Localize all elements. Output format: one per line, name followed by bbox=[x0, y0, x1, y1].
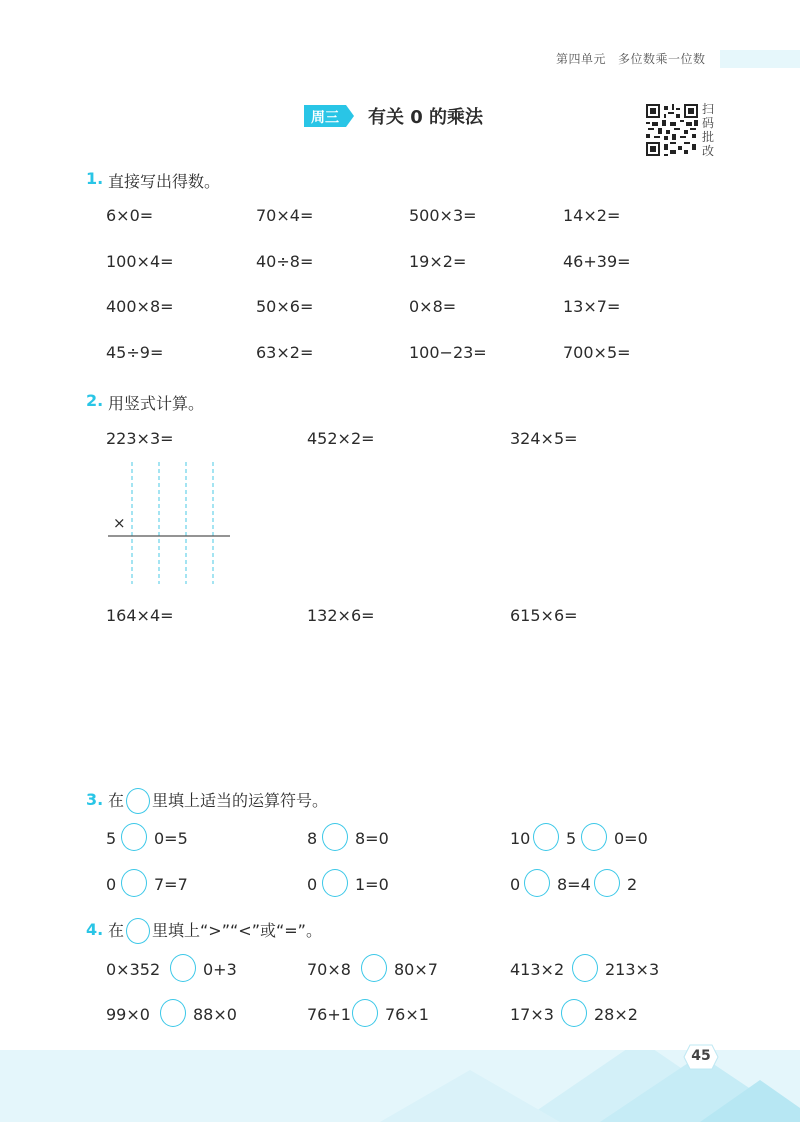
page-title: 有关 0 的乘法 bbox=[368, 107, 484, 128]
s1-problem: 45÷9= bbox=[106, 343, 164, 362]
s4-term: 70×8 bbox=[307, 960, 351, 979]
s1-problem: 0×8= bbox=[409, 297, 457, 316]
s1-problem: 50×6= bbox=[256, 297, 314, 316]
answer-circle[interactable] bbox=[121, 823, 147, 851]
s4-term: 99×0 bbox=[106, 1005, 150, 1024]
answer-circle[interactable] bbox=[524, 869, 550, 897]
s3-term: 0 bbox=[307, 875, 318, 894]
s2-problem: 324×5= bbox=[510, 429, 578, 448]
s3-term: 0=0 bbox=[614, 829, 648, 848]
s4-term: 76+1 bbox=[307, 1005, 351, 1024]
s4-term: 17×3 bbox=[510, 1005, 554, 1024]
s1-problem: 19×2= bbox=[409, 252, 467, 271]
times-sign: × bbox=[113, 514, 126, 532]
answer-circle[interactable] bbox=[572, 954, 598, 982]
s2-problem: 164×4= bbox=[106, 606, 174, 625]
s4-term: 213×3 bbox=[605, 960, 660, 979]
s3-term: 10 bbox=[510, 829, 531, 848]
section-4-title-after: 里填上“>”“<”或“=”。 bbox=[152, 921, 322, 940]
s3-term: 1=0 bbox=[355, 875, 389, 894]
qr-label: 扫码批改 bbox=[702, 102, 715, 158]
s2-problem: 132×6= bbox=[307, 606, 375, 625]
header bbox=[556, 50, 718, 67]
section-3-title-before: 在 bbox=[108, 791, 125, 810]
s3-term: 8=4 bbox=[557, 875, 591, 894]
s2-problem: 615×6= bbox=[510, 606, 578, 625]
answer-circle[interactable] bbox=[160, 999, 186, 1027]
section-4-title bbox=[108, 918, 322, 945]
answer-circle[interactable] bbox=[561, 999, 587, 1027]
answer-circle[interactable] bbox=[322, 823, 348, 851]
s4-term: 80×7 bbox=[394, 960, 438, 979]
s3-term: 0 bbox=[106, 875, 117, 894]
section-3-title bbox=[108, 788, 328, 815]
s4-term: 0×352 bbox=[106, 960, 161, 979]
s3-term: 8=0 bbox=[355, 829, 389, 848]
answer-circle[interactable] bbox=[361, 954, 387, 982]
section-3-title-after: 里填上适当的运算符号。 bbox=[152, 791, 329, 810]
answer-circle[interactable] bbox=[533, 823, 559, 851]
circle-example-icon bbox=[126, 918, 150, 944]
qr-code-icon[interactable] bbox=[646, 104, 698, 156]
circle-example-icon bbox=[126, 788, 150, 814]
s3-term: 5 bbox=[106, 829, 117, 848]
section-2-number: 2. bbox=[86, 391, 104, 410]
s4-term: 88×0 bbox=[193, 1005, 237, 1024]
s1-problem: 46+39= bbox=[563, 252, 631, 271]
section-1-title: 直接写出得数。 bbox=[108, 172, 221, 191]
answer-circle[interactable] bbox=[594, 869, 620, 897]
section-4-number: 4. bbox=[86, 920, 104, 939]
section-4-title-before: 在 bbox=[108, 921, 125, 940]
answer-circle[interactable] bbox=[121, 869, 147, 897]
s3-term: 7=7 bbox=[154, 875, 188, 894]
s4-term: 0+3 bbox=[203, 960, 237, 979]
s4-term: 413×2 bbox=[510, 960, 565, 979]
section-2-title: 用竖式计算。 bbox=[108, 394, 205, 413]
s1-problem: 70×4= bbox=[256, 206, 314, 225]
header-unit: 第四单元 bbox=[556, 52, 607, 66]
s3-term: 0 bbox=[510, 875, 521, 894]
s3-term: 2 bbox=[627, 875, 638, 894]
s1-problem: 100−23= bbox=[409, 343, 487, 362]
s1-problem: 40÷8= bbox=[256, 252, 314, 271]
s2-problem: 452×2= bbox=[307, 429, 375, 448]
answer-circle[interactable] bbox=[352, 999, 378, 1027]
day-tag-label: 周三 bbox=[311, 110, 339, 126]
s2-problem: 223×3= bbox=[106, 429, 174, 448]
answer-circle[interactable] bbox=[581, 823, 607, 851]
section-3-number: 3. bbox=[86, 790, 104, 809]
answer-circle[interactable] bbox=[322, 869, 348, 897]
s4-term: 28×2 bbox=[594, 1005, 638, 1024]
section-1-number: 1. bbox=[86, 169, 104, 188]
s3-term: 0=5 bbox=[154, 829, 188, 848]
s1-problem: 700×5= bbox=[563, 343, 631, 362]
s1-problem: 100×4= bbox=[106, 252, 174, 271]
s1-problem: 6×0= bbox=[106, 206, 154, 225]
s1-problem: 13×7= bbox=[563, 297, 621, 316]
s1-problem: 400×8= bbox=[106, 297, 174, 316]
page-number: 45 bbox=[691, 1048, 711, 1064]
header-band bbox=[720, 50, 800, 68]
s3-term: 5 bbox=[566, 829, 577, 848]
s1-problem: 500×3= bbox=[409, 206, 477, 225]
answer-circle[interactable] bbox=[170, 954, 196, 982]
header-topic: 多位数乘一位数 bbox=[618, 52, 706, 66]
s1-problem: 14×2= bbox=[563, 206, 621, 225]
s3-term: 8 bbox=[307, 829, 318, 848]
s4-term: 76×1 bbox=[385, 1005, 429, 1024]
s1-problem: 63×2= bbox=[256, 343, 314, 362]
day-tag bbox=[304, 105, 354, 127]
